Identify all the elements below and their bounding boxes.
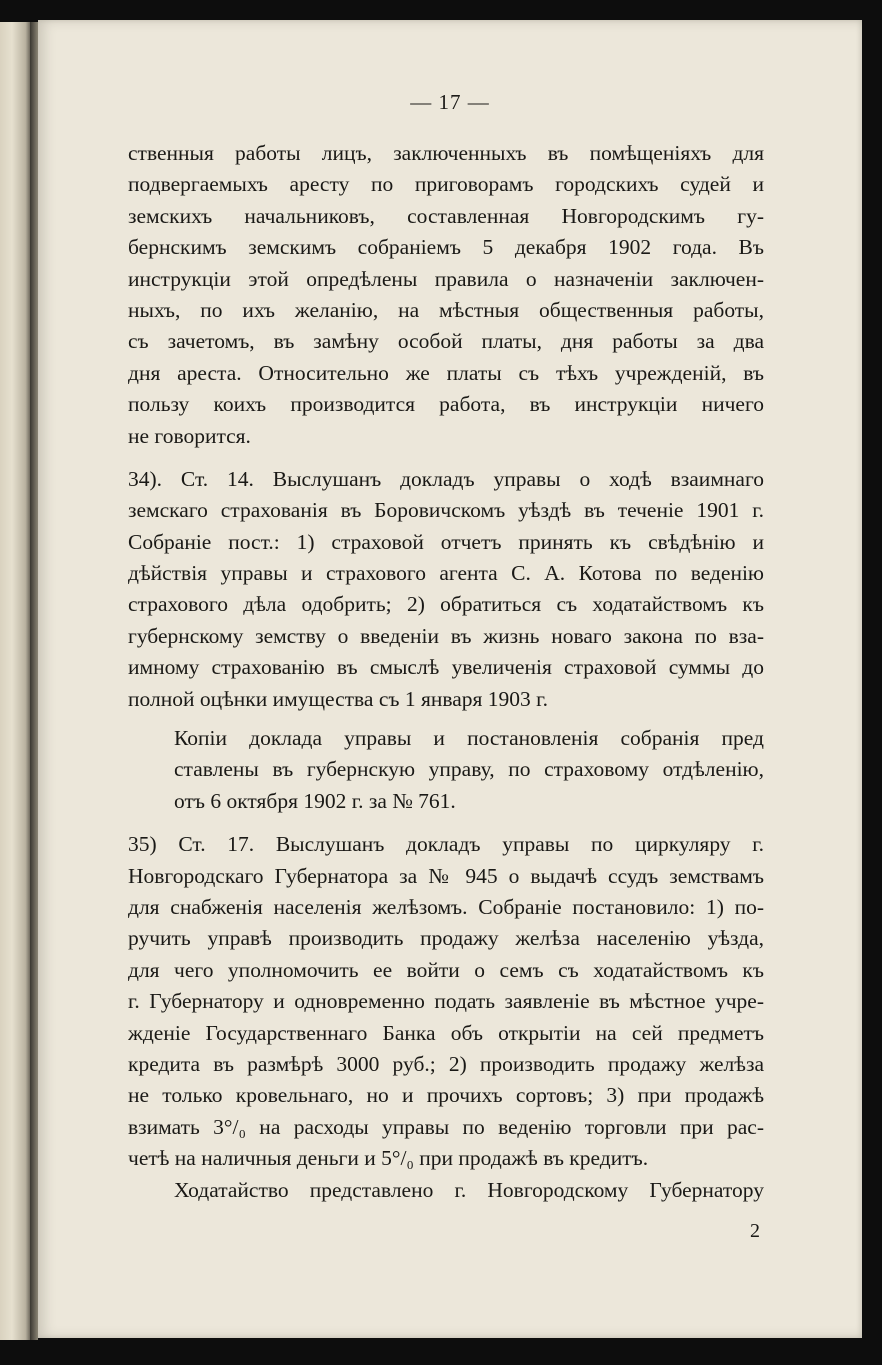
- text-line: отъ 6 октября 1902 г. за № 761.: [174, 788, 456, 813]
- text-line: Ходатайство представлено г. Новгородскому Губернатору: [174, 1177, 764, 1202]
- text-line: пользу коихъ производится работа, въ инструкціи ничего: [128, 392, 764, 417]
- paragraph-continuation: [128, 138, 764, 452]
- text-line: жденіе Государственнаго Банка объ открытіи на сей предметъ: [128, 1020, 764, 1045]
- text-line: четѣ на наличныя деньги и 5°/₀ при продажѣ въ кредитъ.: [128, 1146, 649, 1171]
- text-line: 35) Ст. 17. Выслушанъ докладъ управы по циркуляру г.: [128, 832, 764, 857]
- text-line: инструкціи этой опредѣлены правила о назначеніи заключен-: [128, 266, 764, 291]
- paragraph-item-34: [128, 464, 764, 715]
- text-line: Собраніе пост.: 1) страховой отчетъ принять къ свѣдѣнію и: [128, 529, 764, 554]
- text-line: бернскимъ земскимъ собраніемъ 5 декабря 1902 года. Въ: [128, 235, 764, 260]
- text-line: ставлены въ губернскую управу, по страховому отдѣленію,: [174, 757, 764, 782]
- text-line: дня ареста. Относительно же платы съ тѣхъ учрежденій, въ: [128, 360, 764, 385]
- paragraph-gap: [128, 452, 764, 464]
- text-line: 34). Ст. 14. Выслушанъ докладъ управы о ходѣ взаимнаго: [128, 466, 764, 491]
- text-line: для снабженія населенія желѣзомъ. Собраніе постановило: 1) по-: [128, 894, 764, 919]
- paragraph-petition: [128, 1175, 764, 1206]
- text-line: земскаго страхованія въ Боровичскомъ уѣздѣ въ теченіе 1901 г.: [128, 498, 764, 523]
- text-line: ныхъ, по ихъ желанію, на мѣстныя общественныя работы,: [128, 297, 764, 322]
- page-body: [128, 138, 764, 1206]
- page-number: — 17 —: [410, 90, 490, 114]
- text-line: полной оцѣнки имущества съ 1 января 1903 г.: [128, 686, 548, 711]
- paragraph-note-copies: [174, 723, 764, 817]
- text-line: съ зачетомъ, въ замѣну особой платы, дня работы за два: [128, 329, 764, 354]
- paragraph-gap: [128, 817, 764, 829]
- signature-mark: 2: [750, 1220, 760, 1242]
- text-line: Копіи доклада управы и постановленія собранія пред: [174, 726, 764, 751]
- text-line: ственныя работы лицъ, заключенныхъ въ помѣщеніяхъ для: [128, 141, 764, 165]
- text-line: не говорится.: [128, 423, 251, 448]
- text-line: губернскому земству о введеніи въ жизнь новаго закона по вза-: [128, 623, 764, 648]
- text-line: земскихъ начальниковъ, составленная Новгородскимъ гу-: [128, 203, 764, 228]
- text-line: Новгородскаго Губернатора за № 945 о выдачѣ ссудъ земствамъ: [128, 863, 764, 888]
- document-page: [38, 20, 862, 1338]
- text-line: имному страхованію въ смыслѣ увеличенія страховой суммы до: [128, 655, 764, 680]
- book-gutter: [30, 22, 38, 1340]
- previous-page-edge: [0, 22, 30, 1340]
- paragraph-item-35: [128, 829, 764, 1174]
- paragraph-gap: [128, 715, 764, 723]
- text-line: ручить управѣ производить продажу желѣза населенію уѣзда,: [128, 926, 764, 951]
- text-line: подвергаемыхъ аресту по приговорамъ городскихъ судей и: [128, 172, 764, 197]
- text-line: дѣйствія управы и страхового агента С. А. Котова по веденію: [128, 561, 764, 586]
- text-line: для чего уполномочить ее войти о семъ съ ходатайствомъ къ: [128, 957, 764, 982]
- text-line: взимать 3°/₀ на расходы управы по веденію торговли при рас-: [128, 1114, 764, 1139]
- text-line: не только кровельнаго, но и прочихъ сортовъ; 3) при продажѣ: [128, 1083, 764, 1108]
- text-line: г. Губернатору и одновременно подать заявленіе въ мѣстное учре-: [128, 989, 764, 1014]
- text-line: кредита въ размѣрѣ 3000 руб.; 2) производить продажу желѣза: [128, 1051, 764, 1076]
- text-line: страхового дѣла одобрить; 2) обратиться съ ходатайствомъ къ: [128, 592, 764, 617]
